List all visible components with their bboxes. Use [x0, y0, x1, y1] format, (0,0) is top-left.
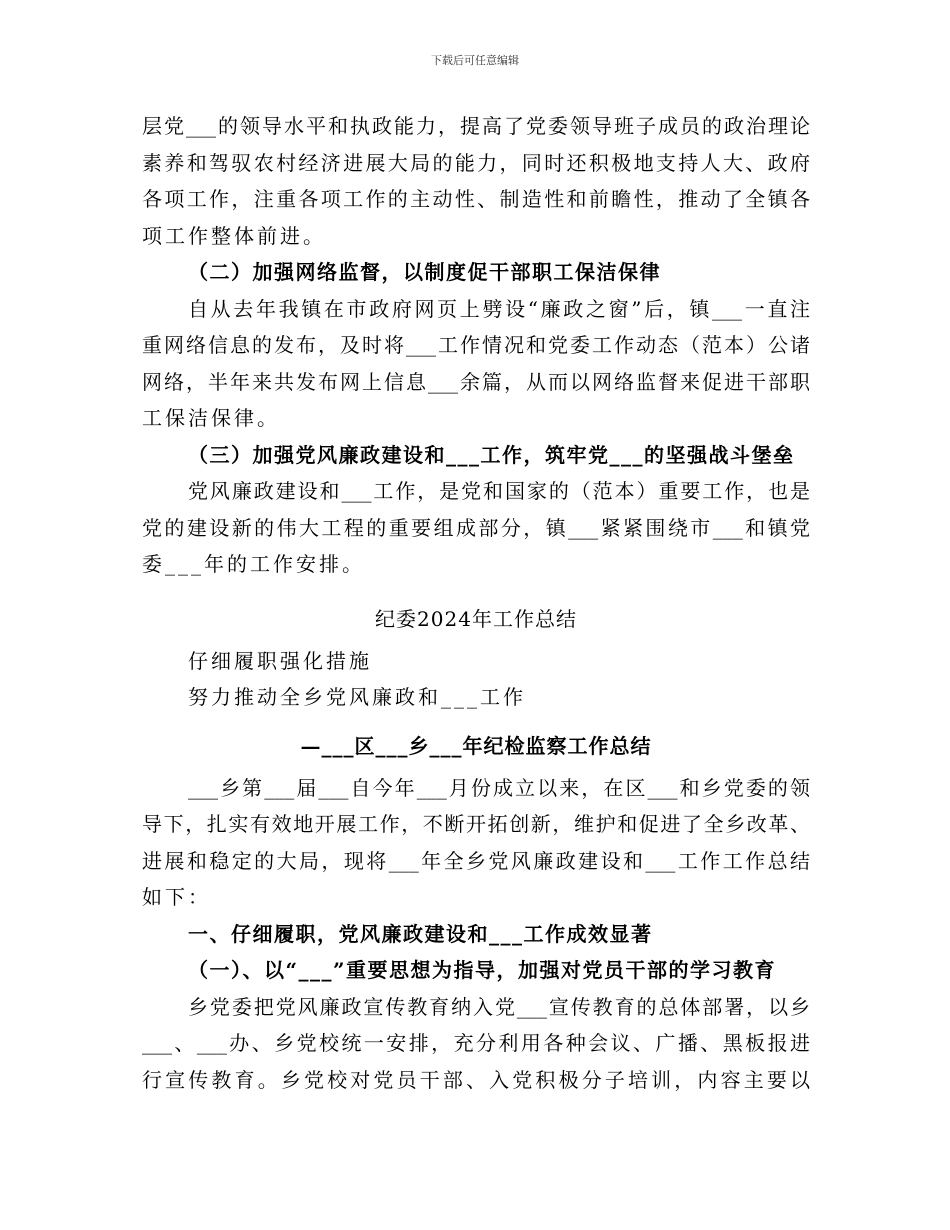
document-body [142, 108, 810, 1098]
document-title: 纪委2024年工作总结 [375, 606, 577, 631]
body-line: 工保洁保律。 [142, 406, 280, 430]
report-title: —___区___乡___年纪检监察工作总结 [300, 733, 652, 758]
subtitle-line: 仔细履职强化措施 [188, 648, 372, 673]
body-line: 素养和驾驭农村经济进展大局的能力，同时还积极地支持人大、政府 [142, 150, 810, 175]
body-line: 委___年的工作安排。 [142, 552, 365, 576]
body-line: ___乡第___届___自今年___月份成立以来，在区___和乡党委的领 [188, 775, 810, 800]
body-line: 行宣传教育。乡党校对党员干部、入党积极分子培训，内容主要以 [142, 1067, 810, 1092]
body-line: 各项工作，注重各项工作的主动性、制造性和前瞻性，推动了全镇各 [142, 187, 810, 211]
body-line: 自从去年我镇在市政府网页上劈设“廉政之窗”后，镇___一直注 [188, 296, 810, 321]
body-line: 导下，扎实有效地开展工作，不断开拓创新，维护和促进了全乡改革、 [142, 812, 810, 836]
section-heading: 一、仔细履职，党风廉政建设和___工作成效显著 [188, 921, 653, 946]
body-line: 进展和稳定的大局，现将___年全乡党风廉政建设和___工作工作总结 [142, 848, 810, 873]
body-line: 如下： [142, 885, 211, 909]
body-line: 项工作整体前进。 [142, 223, 326, 248]
page-header: 下载后可任意编辑 [431, 54, 519, 67]
body-line: 党的建设新的伟大工程的重要组成部分，镇___紧紧围绕市___和镇党 [142, 515, 810, 540]
section-heading: （二）加强网络监督，以制度促干部职工保洁保律 [188, 260, 661, 284]
body-line: 网络，半年来共发布网上信息___余篇，从而以网络监督来促进干部职 [142, 369, 810, 394]
section-heading: （一）、以“___”重要思想为指导，加强对党员干部的学习教育 [188, 958, 777, 982]
section-heading: （三）加强党风廉政建设和___工作，筑牢党___的坚强战斗堡垒 [188, 442, 795, 467]
body-line: 党风廉政建设和___工作，是党和国家的（范本）重要工作，也是 [188, 479, 810, 503]
body-line: 乡党委把党风廉政宣传教育纳入党___宣传教育的总体部署，以乡 [188, 994, 810, 1019]
subtitle-line: 努力推动全乡党风廉政和___工作 [188, 685, 526, 709]
body-line: 重网络信息的发布，及时将___工作情况和党委工作动态（范本）公诸 [142, 333, 810, 357]
body-line: 层党___的领导水平和执政能力，提高了党委领导班子成员的政治理论 [142, 114, 810, 138]
body-line: ___、___办、乡党校统一安排，充分利用各种会议、广播、黑板报进 [142, 1031, 810, 1055]
